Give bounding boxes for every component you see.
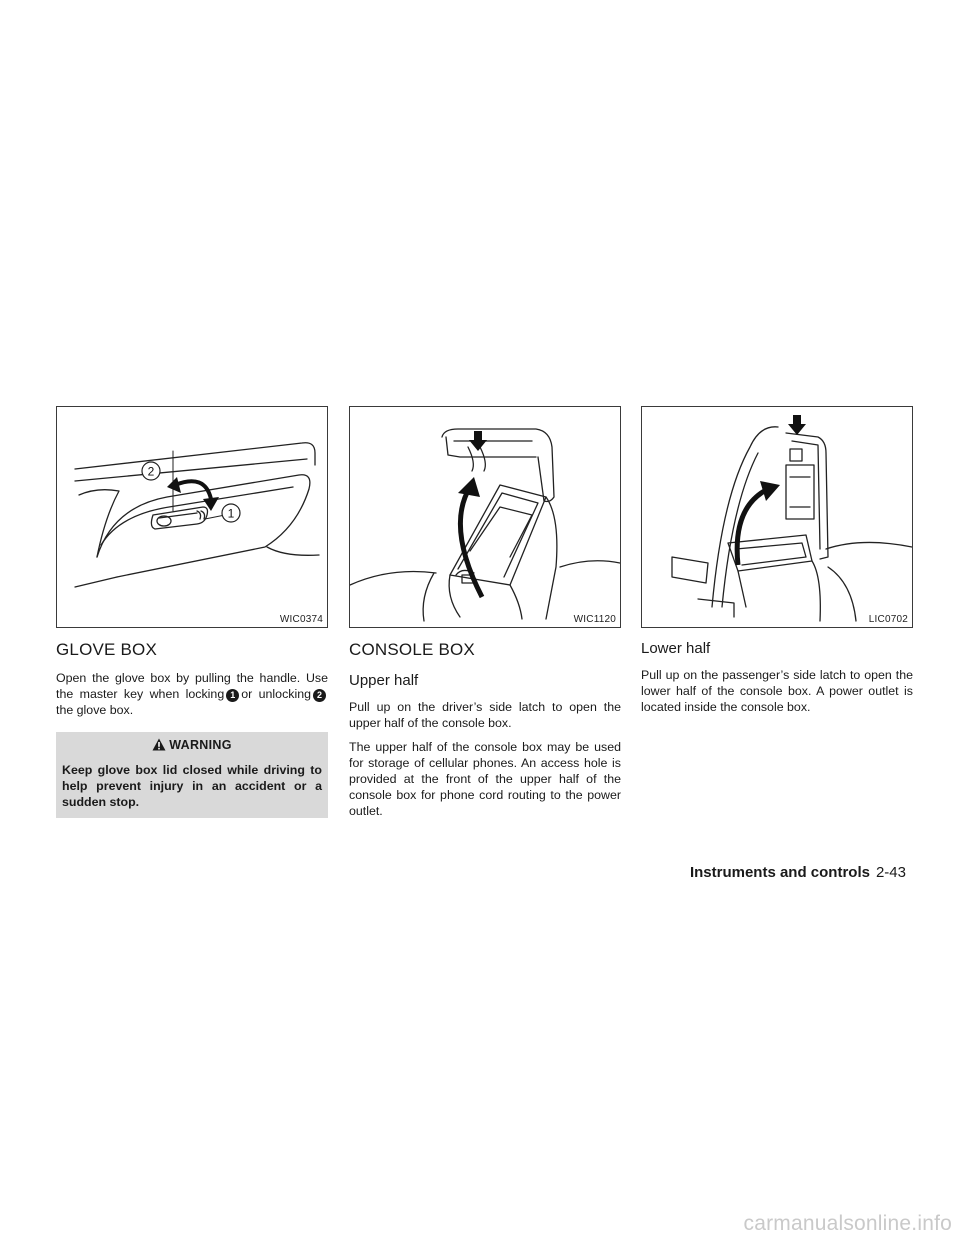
- watermark[interactable]: carmanualsonline.info: [743, 1212, 952, 1235]
- upper-half-paragraph-2: The upper half of the console box may be used for storage of cellular phones. An access hole is provided at the front of the upper half of the console box for phone cord routing to the power outlet.: [349, 740, 621, 818]
- figure-code: LIC0702: [868, 614, 908, 625]
- console-upper-drawing: [350, 407, 620, 627]
- callout-1-inline: 1: [226, 689, 239, 702]
- glove-box-instructions: [56, 670, 328, 718]
- console-lower-illustration: [641, 406, 913, 628]
- glove-box-text-a: Open the glove box by pulling the handle. Use the master key when locking: [56, 671, 328, 701]
- section-heading-glove-box: GLOVE BOX: [56, 640, 158, 659]
- figure-code: WIC1120: [573, 614, 616, 625]
- console-box-section: [349, 406, 621, 819]
- subheading-lower-half: Lower half: [641, 640, 711, 657]
- footer-page-number: 2-43: [875, 864, 906, 881]
- page-footer: [0, 864, 906, 881]
- upper-half-paragraph-1: Pull up on the driver’s side latch to open the upper half of the console box.: [349, 700, 621, 730]
- glove-box-text-c: the glove box.: [56, 703, 134, 717]
- warning-triangle-icon: [152, 738, 166, 754]
- figure-code: WIC0374: [279, 614, 323, 625]
- warning-box: [56, 732, 328, 818]
- warning-title-text: WARNING: [169, 738, 232, 752]
- lower-half-paragraph: Pull up on the passenger’s side latch to open the lower half of the console box. A power outlet is located inside the console box.: [641, 668, 913, 714]
- callout-2-inline: 2: [313, 689, 326, 702]
- glove-box-drawing: [57, 407, 327, 627]
- glove-box-section: [56, 406, 328, 818]
- subheading-upper-half: Upper half: [349, 672, 419, 689]
- console-upper-illustration: [349, 406, 621, 628]
- section-heading-console-box: CONSOLE BOX: [349, 640, 475, 659]
- callout-1-label: 1: [227, 506, 235, 521]
- warning-text: Keep glove box lid closed while driving to help prevent injury in an accident or a sudden stop.: [62, 763, 322, 809]
- glove-box-illustration: [56, 406, 328, 628]
- footer-section-title: Instruments and controls: [689, 864, 870, 881]
- console-lower-drawing: [642, 407, 912, 627]
- glove-box-text-b: or unlocking: [241, 687, 311, 701]
- callout-2-label: 2: [147, 464, 155, 479]
- warning-title: [62, 738, 322, 754]
- lower-half-section: [641, 406, 913, 715]
